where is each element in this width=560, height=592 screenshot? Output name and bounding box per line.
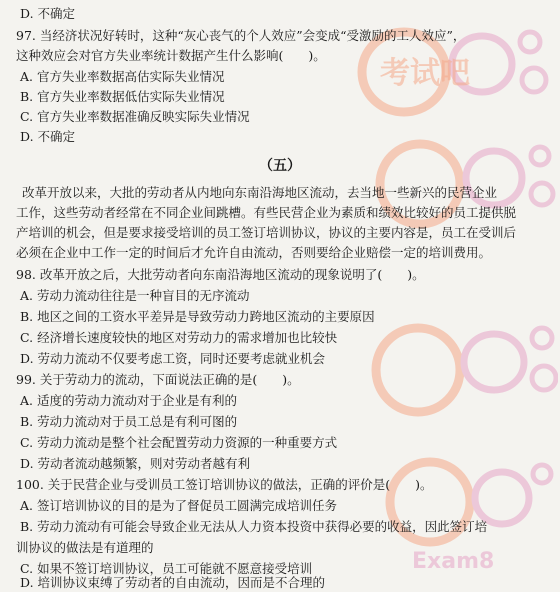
question-97-stem: 这种效应会对官方失业率统计数据产生什么影响( )。 bbox=[16, 48, 326, 63]
question-97-option-d: D. 不确定 bbox=[20, 129, 76, 144]
question-100-stem: 100. 关于民营企业与受训员工签订培训协议的做法，正确的评价是( )。 bbox=[16, 477, 433, 492]
question-98-option-d: D. 劳动力流动不仅要考虑工资，同时还要考虑就业机会 bbox=[20, 351, 326, 366]
passage-line: 工作，这些劳动者经常在不同企业间跳槽。有些民营企业为素质和绩效比较好的员工提供脱 bbox=[16, 205, 517, 220]
question-97-option-b: B. 官方失业率数据低估实际失业情况 bbox=[20, 89, 225, 104]
passage-line: 产培训的机会，但是要求接受培训的员工签订培训协议，协议的主要内容是，员工在受训后 bbox=[16, 225, 517, 240]
question-98-stem: 98. 改革开放之后，大批劳动者向东南沿海地区流动的现象说明了( )。 bbox=[16, 267, 425, 282]
question-100-option-b: B. 劳动力流动有可能会导致企业无法从人力资本投资中获得必要的收益，因此签订培 bbox=[20, 519, 488, 534]
passage-line: 必须在企业中工作一定的时间后才允许自由流动，否则要给企业赔偿一定的培训费用。 bbox=[16, 245, 492, 260]
passage-line: 改革开放以来，大批的劳动者从内地向东南沿海地区流动，去当地一些新兴的民营企业 bbox=[22, 185, 498, 200]
question-97-stem: 97. 当经济状况好转时，这种“灰心丧气的个人效应”会变成“受激励的工人效应”， bbox=[16, 28, 466, 43]
question-98-option-a: A. 劳动力流动往往是一种盲目的无序流动 bbox=[20, 288, 250, 303]
question-99-option-a: A. 适度的劳动力流动对于企业是有利的 bbox=[20, 393, 237, 408]
question-100-option-a: A. 签订培训协议的目的是为了督促员工圆满完成培训任务 bbox=[20, 498, 337, 513]
section-title: （五） bbox=[259, 158, 301, 174]
answer-option: D. 不确定 bbox=[20, 6, 76, 21]
question-98-option-c: C. 经济增长速度较快的地区对劳动力的需求增加也比较快 bbox=[20, 330, 338, 345]
question-100-option-c: C. 如果不签订培训协议，员工可能就不愿意接受培训 bbox=[20, 561, 313, 576]
watermark-logo-text: 考试吧 bbox=[380, 56, 470, 91]
svg-text:Exam8: Exam8 bbox=[412, 549, 495, 574]
question-100-option-b-cont: 训协议的做法是有道理的 bbox=[16, 540, 154, 555]
question-99-option-d: D. 劳动者流动越频繁，则对劳动者越有利 bbox=[20, 456, 251, 471]
question-97-option-a: A. 官方失业率数据高估实际失业情况 bbox=[20, 69, 225, 84]
question-97-option-c: C. 官方失业率数据准确反映实际失业情况 bbox=[20, 109, 250, 124]
question-99-stem: 99. 关于劳动力的流动，下面说法正确的是( )。 bbox=[16, 372, 300, 387]
question-100-option-d: D. 培训协议束缚了劳动者的自由流动，因而是不合理的 bbox=[20, 575, 326, 590]
question-99-option-c: C. 劳动力流动是整个社会配置劳动力资源的一种重要方式 bbox=[20, 435, 338, 450]
question-99-option-b: B. 劳动力流动对于员工总是有利可图的 bbox=[20, 414, 238, 429]
question-98-option-b: B. 地区之间的工资水平差异是导致劳动力跨地区流动的主要原因 bbox=[20, 309, 375, 324]
